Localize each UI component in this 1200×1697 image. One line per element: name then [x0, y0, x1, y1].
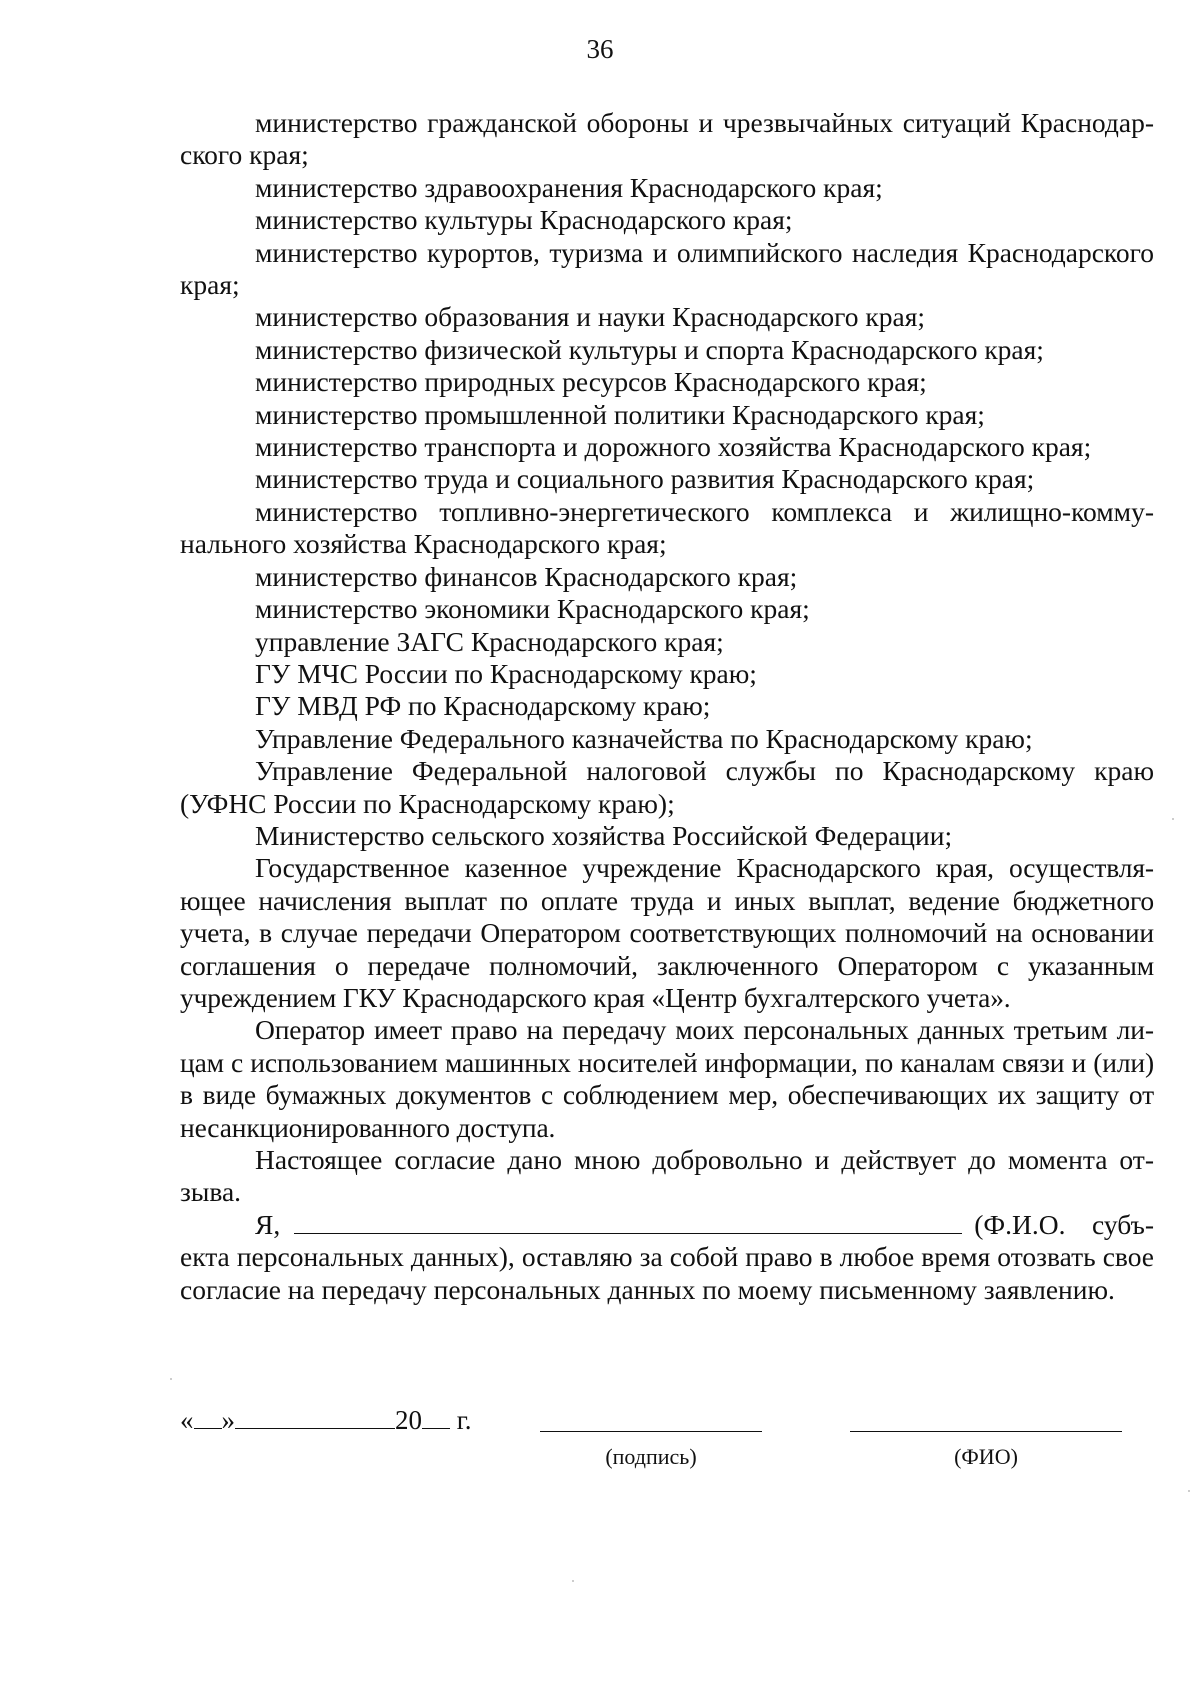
signature-caption: (подпись) [605, 1444, 697, 1469]
paragraph-ministry-industry: министерство промышленной политики Краснодарского края; [255, 398, 985, 430]
scan-speck [170, 1378, 172, 1380]
year-blank[interactable] [422, 1408, 450, 1429]
signature-block [180, 1405, 1154, 1485]
full-name-field[interactable] [294, 1211, 962, 1234]
consent-statement [180, 1209, 1154, 1306]
paragraph-accounting-institution: Государственное казенное учреждение Краснодарского края, осуществляющее начисления выплат по оплате труда и иных выплат, ведение бюджетного учета, в случае передачи Оператором соответствующих полномочий на основании соглашения о передаче полномочий, заключенного Оператором с указанным учреждением ГКУ Краснодарского края «Центр бухгалтерского учета». [180, 852, 1154, 1013]
date-field [180, 1405, 472, 1435]
paragraph-ministry-agriculture: Министерство сельского хозяйства Российской Федерации; [255, 819, 953, 851]
paragraph-ministry-transport: министерство транспорта и дорожного хозяйства Краснодарского края; [255, 431, 1092, 463]
paragraph-ministry-civil-defense: министерство гражданской обороны и чрезвычайных ситуаций Краснодарского края; [180, 107, 1154, 171]
paragraph-interior-ministry: ГУ МВД РФ по Краснодарскому краю; [255, 690, 711, 722]
full-name-line[interactable] [850, 1431, 1122, 1432]
scan-speck [1172, 818, 1174, 820]
paragraph-zags-department: управление ЗАГС Краснодарского края; [255, 625, 724, 657]
close-quote: » [221, 1405, 235, 1435]
paragraph-ministry-finance: министерство финансов Краснодарского края; [255, 560, 798, 592]
paragraph-transfer-rights: Оператор имеет право на передачу моих персональных данных третьим лицам с использованием машинных носителей информации, по каналам связи и (или) в виде бумажных документов с соблюдением мер, обеспечивающих их защиту от несанкционированного доступа. [180, 1014, 1154, 1143]
paragraph-ministry-natural-resources: министерство природных ресурсов Краснодарского края; [255, 366, 927, 398]
paragraph-ministry-sports: министерство физической культуры и спорта Краснодарского края; [255, 333, 1044, 365]
paragraph-ministry-economy: министерство экономики Краснодарского края; [255, 593, 810, 625]
signature-line[interactable] [540, 1431, 762, 1432]
paragraph-ministry-labor: министерство труда и социального развития Краснодарского края; [255, 463, 1035, 495]
paragraph-tax-service: Управление Федеральной налоговой службы по Краснодарскому краю (УФНС России по Краснодарскому краю); [180, 755, 1154, 819]
scan-speck [572, 1580, 574, 1582]
page-number: 36 [586, 34, 614, 64]
document-body [180, 107, 1154, 1306]
paragraph-emercom: ГУ МЧС России по Краснодарскому краю; [255, 657, 757, 689]
paragraph-ministry-energy: министерство топливно-энергетического комплекса и жилищно-коммунального хозяйства Краснодарского края; [180, 495, 1154, 560]
day-blank[interactable] [194, 1408, 222, 1429]
consent-prefix: Я, [255, 1208, 281, 1240]
full-name-caption: (ФИО) [954, 1444, 1018, 1469]
paragraph-ministry-culture: министерство культуры Краснодарского края; [255, 204, 793, 236]
year-prefix: 20 [395, 1405, 422, 1435]
consent-suffix: (Ф.И.О. субъекта персональных данных), оставляю за собой право в любое время отозвать свое согласие на передачу персональных данных по моему письменному заявлению. [180, 1208, 1154, 1305]
scan-speck [1188, 1490, 1190, 1492]
paragraph-voluntary-consent: Настоящее согласие дано мною добровольно и действует до момента отзыва. [180, 1144, 1154, 1208]
paragraph-ministry-resorts: министерство курортов, туризма и олимпийского наследия Краснодарского края; [180, 236, 1154, 301]
paragraph-treasury: Управление Федерального казначейства по Краснодарскому краю; [255, 722, 1033, 754]
paragraph-ministry-education: министерство образования и науки Краснодарского края; [255, 301, 926, 333]
month-blank[interactable] [235, 1408, 395, 1429]
open-quote: « [180, 1405, 194, 1435]
year-suffix: г. [456, 1405, 472, 1435]
paragraph-ministry-health: министерство здравоохранения Краснодарского края; [255, 171, 883, 203]
